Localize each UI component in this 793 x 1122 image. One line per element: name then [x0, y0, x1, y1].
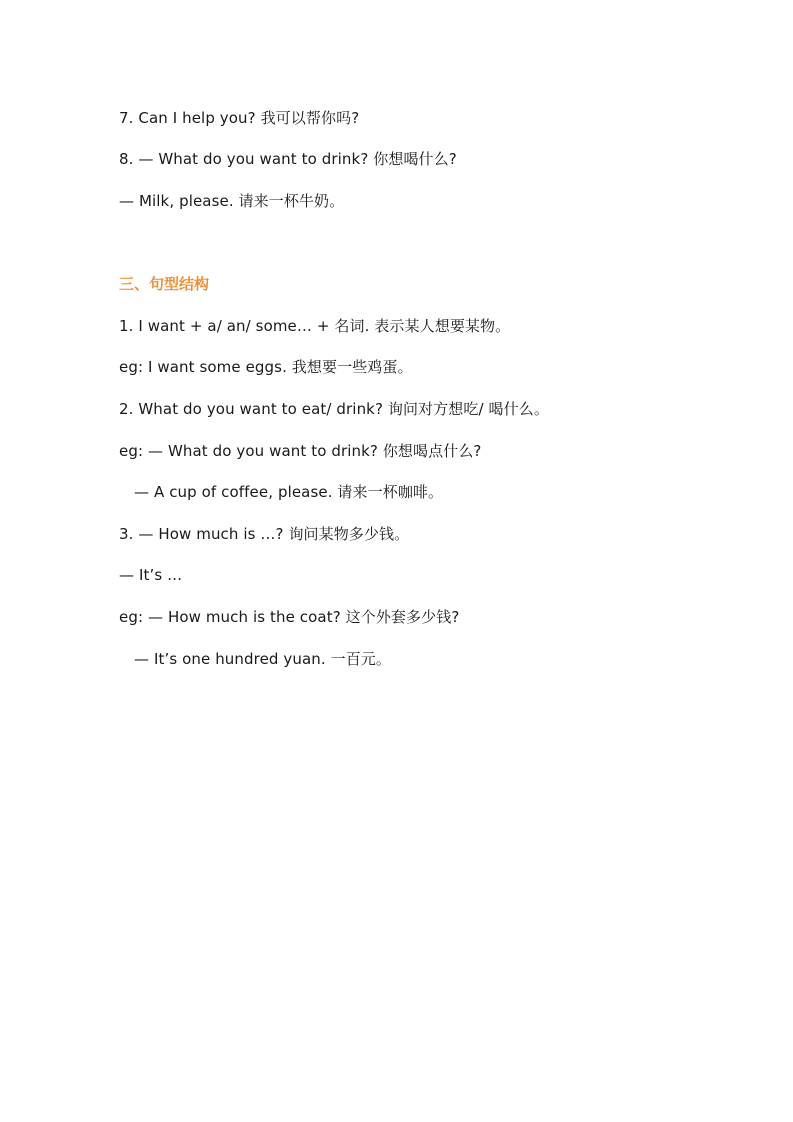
sentence-7: 7. Can I help you? 我可以帮你吗?: [119, 109, 360, 127]
pattern-1-example: eg: I want some eggs. 我想要一些鸡蛋。: [119, 358, 413, 376]
pattern-2-example-answer: — A cup of coffee, please. 请来一杯咖啡。: [134, 483, 444, 501]
pattern-3-example: eg: — How much is the coat? 这个外套多少钱?: [119, 608, 460, 626]
sentence-8: 8. — What do you want to drink? 你想喝什么?: [119, 150, 457, 168]
pattern-3: 3. — How much is …? 询问某物多少钱。: [119, 525, 410, 543]
sentence-8-answer: — Milk, please. 请来一杯牛奶。: [119, 192, 345, 210]
pattern-3-answer: — It’s …: [119, 566, 183, 584]
pattern-2: 2. What do you want to eat/ drink? 询问对方想吃/ 喝什么。: [119, 400, 549, 418]
pattern-2-example: eg: — What do you want to drink? 你想喝点什么?: [119, 442, 482, 460]
section-heading: 三、句型结构: [119, 275, 210, 293]
pattern-1: 1. I want + a/ an/ some… + 名词. 表示某人想要某物。: [119, 317, 511, 335]
pattern-3-example-answer: — It’s one hundred yuan. 一百元。: [134, 650, 392, 668]
